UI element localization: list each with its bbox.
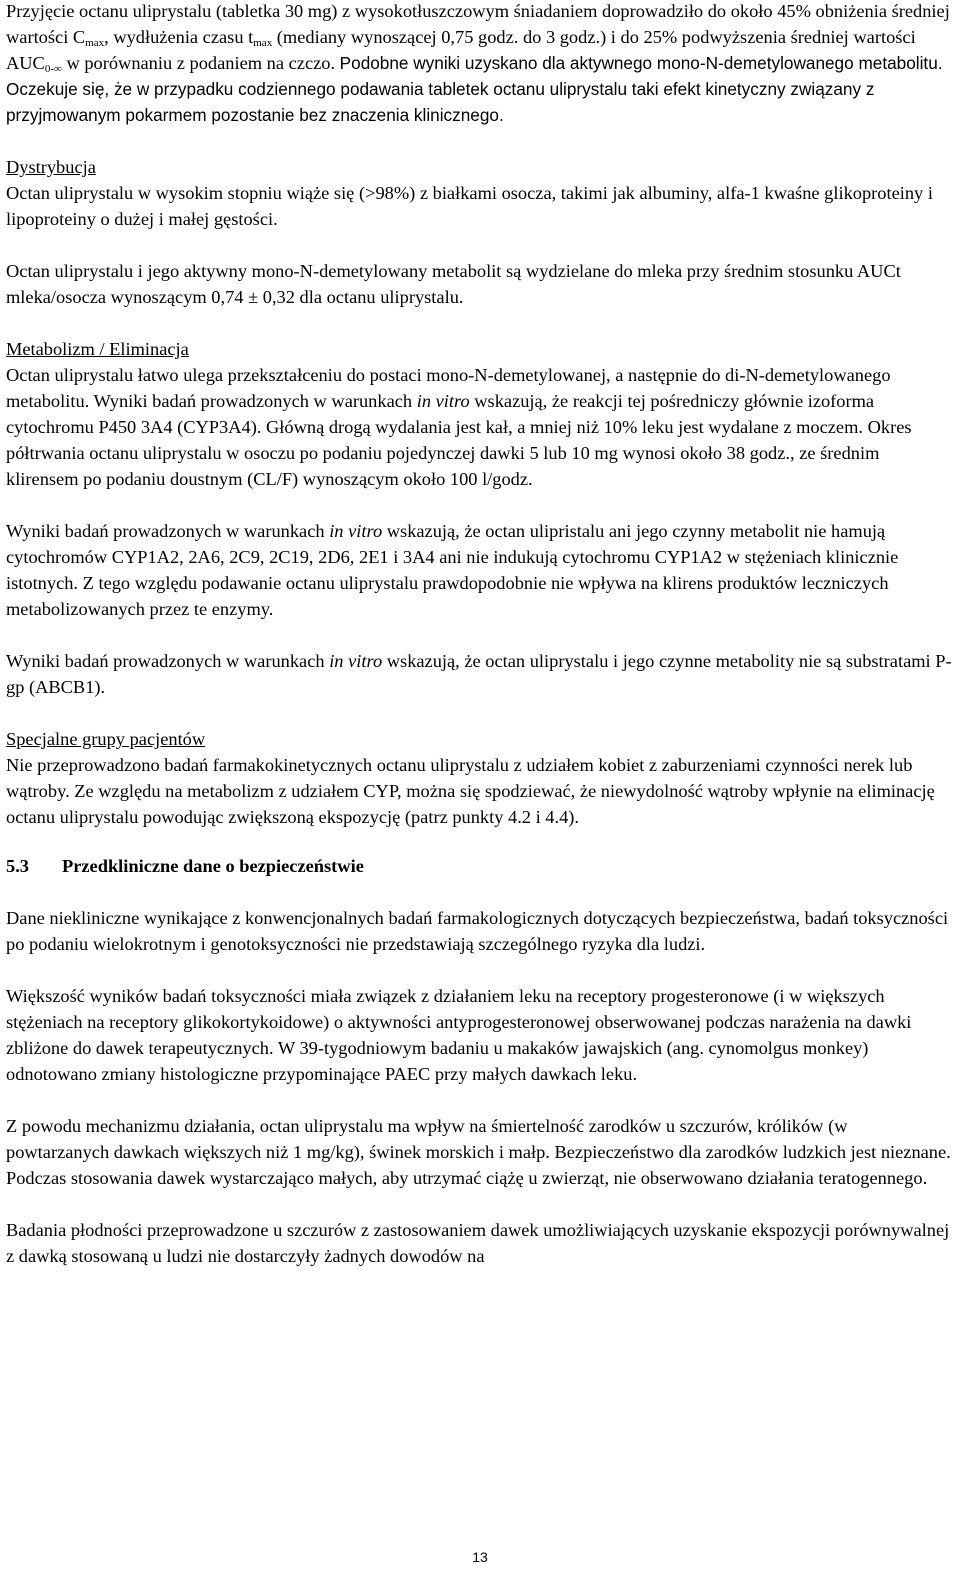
section-heading-5-3 <box>6 853 954 879</box>
text-span: wskazują, że octan uliprystalu i jego czynne metabolity nie są substratami P-gp (ABCB1). <box>6 651 952 697</box>
text-span: Octan uliprystalu łatwo ulega przekształceniu do postaci mono-N-demetylowanej, a następnie do di-N-demetylowanego metabolitu. Wyniki badań prowadzonych w warunkach <box>6 365 891 411</box>
paragraph-food-effect <box>6 0 954 128</box>
paragraph-metabolizm-1 <box>6 362 954 492</box>
text-span: wskazują, że reakcji tej pośredniczy głównie izoforma cytochromu P450 3A4 (CYP3A4). Główną drogą wydalania jest kał, a mniej niż 10% leku jest wydalane z moczem. Okres półtrwania octanu uliprystalu w osoczu po podaniu pojedynczej dawki 5 lub 10 mg wynosi około 38 godz., ze średnim klirensem po podaniu doustnym (CL/F) wynoszącym około 100 l/godz. <box>6 391 912 489</box>
italic-text: in vitro <box>329 521 383 541</box>
paragraph-53-1: Dane niekliniczne wynikające z konwencjonalnych badań farmakologicznych dotyczących bezpieczeństwa, badań toksyczności po podaniu wielokrotnym i genotoksyczności nie przedstawiają szczególnego ryzyka dla ludzi. <box>6 908 949 954</box>
paragraph-53-3: Z powodu mechanizmu działania, octan uliprystalu ma wpływ na śmiertelność zarodków u szczurów, królików (w powtarzanych dawkach większych niż 1 mg/kg), świnek morskich i małp. Bezpieczeństwo dla zarodków ludzkich jest nieznane. Podczas stosowania dawek wystarczająco małych, aby utrzymać ciążę u zwierząt, nie obserwowano działania teratogennego. <box>6 1116 951 1188</box>
section-title-metabolizm: Metabolizm / Eliminacja <box>6 339 189 359</box>
section-heading-title: Przedkliniczne dane o bezpieczeństwie <box>62 856 364 876</box>
text-span: Przyjęcie octanu uliprystalu (tabletka 30 mg) z wysokotłuszczowym śniadaniem doprowadziło do około 45% obniżenia średniej wartości C <box>6 1 950 47</box>
text-span: (mediany wynoszącej 0,75 godz. do 3 godz.) i do 25% podwyższenia średniej wartości AUC <box>6 27 916 73</box>
document-page <box>6 0 954 1269</box>
paragraph-metabolizm-3 <box>6 648 954 700</box>
paragraph-dystrybucja-1: Octan uliprystalu w wysokim stopniu wiąże się (>98%) z białkami osocza, takimi jak albuminy, alfa-1 kwaśne glikoproteiny i lipoproteiny o dużej i małej gęstości. <box>6 183 933 229</box>
italic-text: in vitro <box>416 391 470 411</box>
text-span: Podobne wyniki uzyskano dla aktywnego mono-N-demetylowanego metabolitu. <box>339 53 943 73</box>
section-number: 5.3 <box>6 856 29 876</box>
text-span: , wydłużenia czasu t <box>104 27 254 47</box>
text-span: wskazują, że octan ulipristalu ani jego czynny metabolit nie hamują cytochromów CYP1A2, 2A6, 2C9, 2C19, 2D6, 2E1 i 3A4 ani nie indukują cytochromu CYP1A2 w stężeniach klinicznie istotnych. Z tego względu podawanie octanu uliprystalu prawdopodobnie nie wpływa na klirens produktów leczniczych metabolizowanych przez te enzymy. <box>6 521 899 619</box>
section-title-dystrybucja: Dystrybucja <box>6 157 96 177</box>
text-span: Wyniki badań prowadzonych w warunkach <box>6 521 330 541</box>
paragraph-metabolizm-2 <box>6 518 954 622</box>
paragraph-53-4: Badania płodności przeprowadzone u szczurów z zastosowaniem dawek umożliwiających uzyskanie ekspozycji porównywalnej z dawką stosowaną u ludzi nie dostarczyły żadnych dowodów na <box>6 1220 950 1266</box>
subscript: max <box>253 37 273 49</box>
italic-text: in vitro <box>329 651 383 671</box>
paragraph-dystrybucja-2: Octan uliprystalu i jego aktywny mono-N-demetylowany metabolit są wydzielane do mleka przy średnim stosunku AUCt mleka/osocza wynoszącym 0,74 ± 0,32 dla octanu uliprystalu. <box>6 261 901 307</box>
text-span: w porównaniu z podaniem na czczo. <box>61 53 336 73</box>
subscript: 0-∞ <box>44 63 62 75</box>
paragraph-53-2: Większość wyników badań toksyczności miała związek z działaniem leku na receptory progesteronowe (i w większych stężeniach na receptory glikokortykoidowe) o aktywności antyprogesteronowej obserwowanej podczas narażenia na dawki zbliżone do dawek terapeutycznych. W 39-tygodniowym badaniu u makaków jawajskich (ang. cynomolgus monkey) odnotowano zmiany histologiczne przypominające PAEC przy małych dawkach leku. <box>6 986 912 1084</box>
text-span: Oczekuje się, że w przypadku codziennego podawania tabletek octanu uliprystalu taki efekt kinetyczny związany z przyjmowanym pokarmem pozostanie bez znaczenia klinicznego. <box>6 79 875 125</box>
page-number: 13 <box>472 1549 488 1565</box>
text-span: Wyniki badań prowadzonych w warunkach <box>6 651 330 671</box>
section-title-specjalne: Specjalne grupy pacjentów <box>6 729 206 749</box>
subscript: max <box>85 37 105 49</box>
paragraph-specjalne-1: Nie przeprowadzono badań farmakokinetycznych octanu uliprystalu z udziałem kobiet z zaburzeniami czynności nerek lub wątroby. Ze względu na metabolizm z udziałem CYP, można się spodziewać, że niewydolność wątroby wpłynie na eliminację octanu uliprystalu powodując zwiększoną ekspozycję (patrz punkty 4.2 i 4.4). <box>6 755 935 827</box>
